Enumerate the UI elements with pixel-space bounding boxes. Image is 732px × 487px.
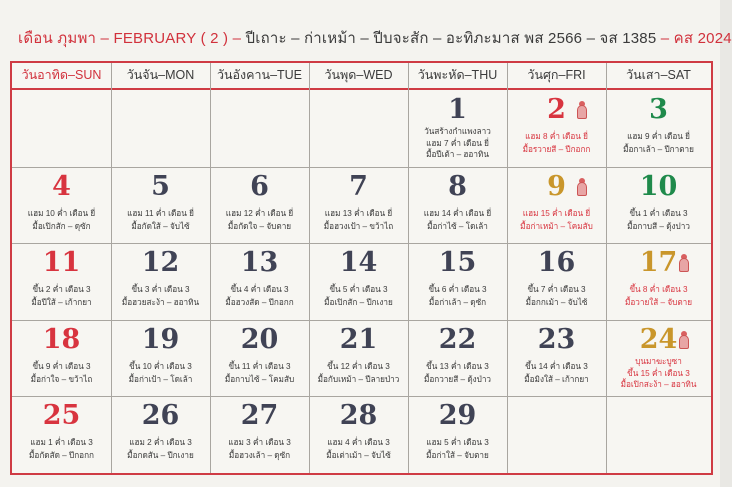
day-cell[interactable] bbox=[210, 243, 309, 320]
day-name-lao: มื้อวายใส้ – จับตาย bbox=[624, 298, 693, 308]
day-cell[interactable] bbox=[507, 243, 606, 320]
day-cell[interactable] bbox=[309, 243, 408, 320]
lunar-date: ขึ้น 7 ค่ำ เดือน 3 bbox=[527, 285, 586, 295]
day-name-lao: มื้อกดสัน – ปีกเงาย bbox=[127, 451, 194, 461]
day-number: 29 bbox=[438, 400, 477, 432]
lunar-date: แฮม 1 ค่ำ เดือน 3 bbox=[30, 438, 93, 448]
day-cell[interactable] bbox=[606, 167, 711, 244]
day-cell[interactable] bbox=[507, 167, 606, 244]
day-number: 6 bbox=[250, 170, 269, 202]
day-number: 9 bbox=[547, 170, 566, 202]
day-number: 4 bbox=[52, 170, 71, 202]
lunar-date: ขึ้น 6 ค่ำ เดือน 3 bbox=[428, 285, 487, 295]
day-name-lao: มื้อก่าเล้า – ดุซัก bbox=[428, 298, 487, 308]
day-number: 17 bbox=[639, 247, 678, 279]
day-name-lao: มื้อก่าเหม้า – โคมสับ bbox=[520, 221, 593, 231]
buddha-icon bbox=[575, 178, 589, 198]
day-name-lao: มื้อกกเม้า – จับไซ้ bbox=[525, 298, 588, 308]
lunar-date: ขึ้น 1 ค่ำ เดือน 3 bbox=[629, 208, 688, 218]
lunar-date: แฮม 8 ค่ำ เดือน ยี่ bbox=[525, 132, 588, 141]
day-cell[interactable] bbox=[606, 320, 711, 397]
day-name-lao: มื้อก่าใจ – ขว้าไถ bbox=[30, 374, 93, 384]
day-name-lao: มื้อกาเล้า – ปีกาตาย bbox=[623, 145, 694, 154]
lunar-date: ขึ้น 9 ค่ำ เดือน 3 bbox=[32, 361, 91, 371]
day-number: 1 bbox=[448, 94, 467, 125]
day-name-lao: มื้อเปิกสัก – ดุซัก bbox=[32, 221, 91, 231]
day-number: 25 bbox=[42, 400, 81, 432]
buddha-icon bbox=[677, 331, 691, 351]
lunar-date: แฮม 7 ค่ำ เดือน ยี่ bbox=[426, 139, 489, 148]
day-name-lao: มื้อก่าเป้า – โดเล้า bbox=[128, 374, 193, 384]
day-note: บุนมาฆะบูซา bbox=[635, 356, 682, 366]
day-name-lao: มื้อกัดใส้ – จับไซ้ bbox=[131, 221, 190, 231]
lunar-date: แฮม 4 ค่ำ เดือน 3 bbox=[327, 438, 390, 448]
day-cell[interactable] bbox=[12, 396, 111, 473]
day-name-lao: มื้อกับเหม้า – ปีลายป่าว bbox=[317, 374, 400, 384]
lunar-date: ขึ้น 14 ค่ำ เดือน 3 bbox=[525, 361, 588, 371]
day-cell[interactable] bbox=[408, 320, 507, 397]
day-cell[interactable] bbox=[606, 90, 711, 167]
day-cell[interactable] bbox=[309, 396, 408, 473]
day-name-lao: มื้อปีเต้า – ฮอาทิน bbox=[426, 150, 489, 159]
lunar-date: ขึ้น 8 ค่ำ เดือน 3 bbox=[629, 285, 688, 295]
buddha-icon bbox=[677, 254, 691, 274]
day-cell[interactable] bbox=[408, 167, 507, 244]
day-number: 5 bbox=[151, 170, 170, 202]
weekday-label: วันอาทิด–SUN bbox=[21, 68, 102, 82]
day-name-lao: มื้อเปิกสัก – ปีกเงาย bbox=[324, 298, 393, 308]
lunar-date: ขึ้น 13 ค่ำ เดือน 3 bbox=[426, 361, 489, 371]
day-number: 22 bbox=[438, 323, 477, 355]
lunar-date: แฮม 5 ค่ำ เดือน 3 bbox=[426, 438, 489, 448]
day-cell[interactable] bbox=[507, 90, 606, 167]
day-number: 15 bbox=[438, 247, 477, 279]
day-number: 7 bbox=[349, 170, 368, 202]
title-month-lao: เดือน ภุมพา bbox=[18, 30, 97, 47]
lunar-date: แฮม 13 ค่ำ เดือน ยี่ bbox=[324, 208, 393, 218]
title-month-en: – FEBRUARY ( 2 ) – bbox=[96, 30, 246, 47]
day-cell[interactable] bbox=[111, 243, 210, 320]
day-name-lao: มื้อกาบไซ้ – โคมสับ bbox=[224, 374, 295, 384]
day-number: 8 bbox=[448, 170, 467, 202]
day-name-lao: มื้อฮวงเป้า – ขว้าไถ bbox=[323, 221, 394, 231]
day-name-lao: มื้อปีใส้ – เก้ากยา bbox=[31, 298, 92, 308]
day-number: 19 bbox=[141, 323, 180, 355]
day-cell[interactable] bbox=[408, 243, 507, 320]
day-number: 20 bbox=[240, 323, 279, 355]
day-cell[interactable] bbox=[507, 320, 606, 397]
day-number: 10 bbox=[639, 170, 678, 202]
day-cell[interactable] bbox=[12, 320, 111, 397]
calendar-title bbox=[18, 26, 732, 52]
day-number: 21 bbox=[339, 323, 378, 355]
day-name-lao: มื้อกวายสี – ดุ้งป่าว bbox=[423, 374, 492, 384]
day-cell[interactable] bbox=[408, 90, 507, 167]
lunar-date: แฮม 2 ค่ำ เดือน 3 bbox=[129, 438, 192, 448]
day-number: 24 bbox=[639, 323, 678, 355]
day-name-lao: มื้อเต่าเม้า – จับไซ้ bbox=[326, 451, 391, 461]
weekday-header-mon bbox=[111, 63, 210, 90]
day-number: 26 bbox=[141, 400, 180, 432]
day-name-lao: มื้อมิงใส้ – เก้ากยา bbox=[524, 374, 589, 384]
day-number: 16 bbox=[537, 247, 576, 279]
day-name-lao: มื้อรวายสี – ปีกอกก bbox=[522, 145, 591, 154]
day-note: วันสร้างกำแพงลาว bbox=[424, 127, 491, 136]
day-cell[interactable] bbox=[408, 396, 507, 473]
title-year-info: ปีเถาะ – ก่าเหม้า – ปีบจะสัก – อะทิภะมาส พส 2566 – จส 1385 bbox=[245, 30, 657, 47]
buddha-icon bbox=[575, 101, 589, 121]
day-number: 3 bbox=[649, 94, 668, 125]
day-number: 23 bbox=[537, 323, 576, 355]
weekday-label: วันจัน–MON bbox=[126, 68, 195, 82]
lunar-date: ขึ้น 10 ค่ำ เดือน 3 bbox=[129, 361, 192, 371]
weekday-header-wed bbox=[309, 63, 408, 90]
day-cell[interactable] bbox=[210, 167, 309, 244]
lunar-date: ขึ้น 15 ค่ำ เดือน 3 bbox=[627, 368, 690, 378]
lunar-date: แฮม 11 ค่ำ เดือน ยี่ bbox=[127, 208, 194, 218]
day-cell[interactable] bbox=[111, 167, 210, 244]
lunar-date: แฮม 9 ค่ำ เดือน ยี่ bbox=[627, 132, 690, 141]
day-name-lao: มื้อกัดสัด – ปีกอกก bbox=[29, 451, 94, 461]
day-name-lao: มื้อฮวงสัด – ปีกอกก bbox=[225, 298, 294, 308]
weekday-header-tue bbox=[210, 63, 309, 90]
day-cell[interactable] bbox=[111, 396, 210, 473]
day-name-lao: มื้อฮวงเล้า – ดุซัก bbox=[228, 451, 291, 461]
lunar-date: แฮม 12 ค่ำ เดือน ยี่ bbox=[225, 208, 294, 218]
day-number: 13 bbox=[240, 247, 279, 279]
day-number: 28 bbox=[339, 400, 378, 432]
day-name-lao: มื้อเปิกสะง้า – ฮอาทิน bbox=[620, 379, 697, 389]
lunar-date: ขึ้น 5 ค่ำ เดือน 3 bbox=[329, 285, 388, 295]
weekday-header-thu bbox=[408, 63, 507, 90]
day-cell[interactable] bbox=[12, 167, 111, 244]
weekday-label: วันพะหัด–THU bbox=[417, 68, 498, 82]
day-cell[interactable] bbox=[309, 167, 408, 244]
day-cell[interactable] bbox=[111, 320, 210, 397]
day-number: 12 bbox=[141, 247, 180, 279]
lunar-date: แฮม 10 ค่ำ เดือน ยี่ bbox=[27, 208, 96, 218]
day-number: 18 bbox=[42, 323, 81, 355]
lunar-date: ขึ้น 3 ค่ำ เดือน 3 bbox=[131, 285, 190, 295]
weekday-label: วันอังคาน–TUE bbox=[216, 68, 303, 82]
day-cell[interactable] bbox=[12, 243, 111, 320]
day-name-lao: มื้อฮวยสะง้า – ฮอาทิน bbox=[121, 298, 200, 308]
title-year-ce: – คส 2024 bbox=[656, 30, 732, 47]
weekday-label: วันศุก–FRI bbox=[527, 68, 586, 82]
day-cell[interactable] bbox=[606, 243, 711, 320]
lunar-date: ขึ้น 12 ค่ำ เดือน 3 bbox=[327, 361, 390, 371]
weekday-header-sun bbox=[12, 63, 111, 90]
weekday-header-sat bbox=[606, 63, 711, 90]
calendar-grid bbox=[10, 61, 713, 475]
day-cell[interactable] bbox=[210, 320, 309, 397]
day-number: 2 bbox=[547, 94, 566, 125]
weekday-label: วันพุด–WED bbox=[324, 68, 393, 82]
day-cell[interactable] bbox=[309, 320, 408, 397]
day-name-lao: มื้อกัดใจ – จับตาย bbox=[227, 221, 292, 231]
day-number: 11 bbox=[42, 247, 81, 279]
lunar-date: ขึ้น 2 ค่ำ เดือน 3 bbox=[32, 285, 91, 295]
day-number: 27 bbox=[240, 400, 279, 432]
day-name-lao: มื้อก่าใส้ – จับตาย bbox=[426, 451, 489, 461]
day-name-lao: มื้อก่าไซ้ – โดเล้า bbox=[427, 221, 488, 231]
weekday-label: วันเสา–SAT bbox=[626, 68, 691, 82]
day-cell[interactable] bbox=[210, 396, 309, 473]
day-name-lao: มื้อกาบสี – ดุ้งปาว bbox=[627, 221, 690, 231]
lunar-date: แฮม 15 ค่ำ เดือน ยี่ bbox=[522, 208, 591, 218]
day-number: 14 bbox=[339, 247, 378, 279]
lunar-date: ขึ้น 11 ค่ำ เดือน 3 bbox=[228, 361, 291, 371]
lunar-date: แฮม 14 ค่ำ เดือน ยี่ bbox=[423, 208, 492, 218]
lunar-date: ขึ้น 4 ค่ำ เดือน 3 bbox=[230, 285, 289, 295]
weekday-header-fri bbox=[507, 63, 606, 90]
lunar-date: แฮม 3 ค่ำ เดือน 3 bbox=[228, 438, 291, 448]
